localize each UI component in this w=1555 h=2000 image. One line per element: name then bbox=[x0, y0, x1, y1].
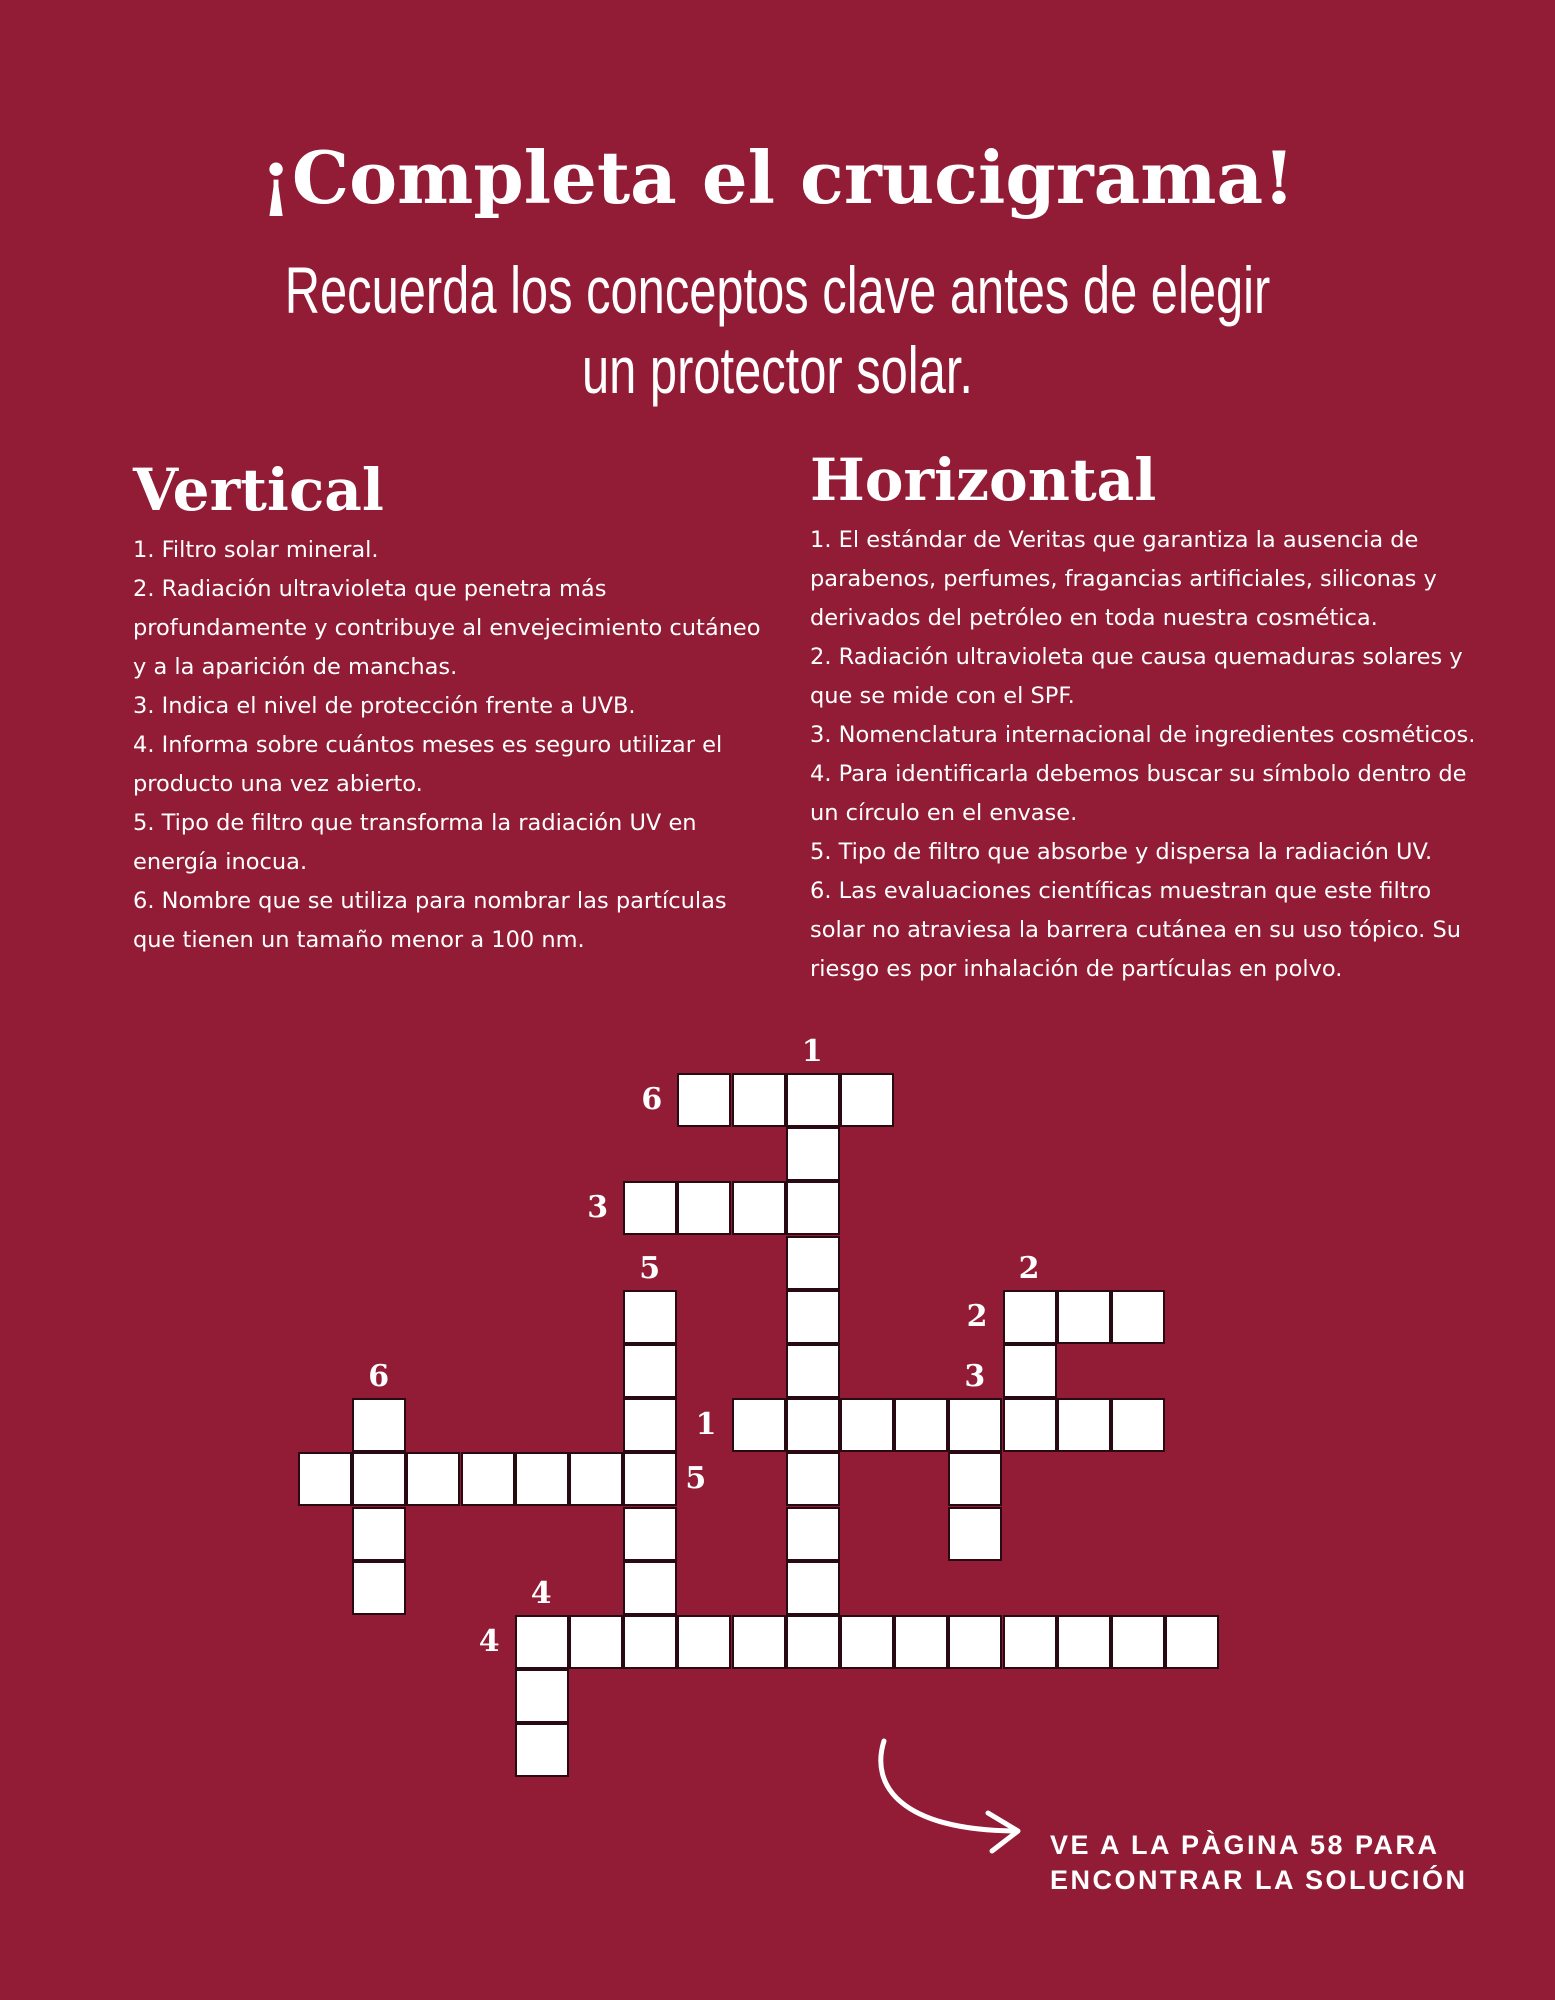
horizontal-heading: Horizontal bbox=[810, 446, 1157, 514]
crossword-cell[interactable] bbox=[1057, 1398, 1111, 1452]
crossword-cell[interactable] bbox=[786, 1290, 840, 1344]
crossword-cell[interactable] bbox=[786, 1615, 840, 1669]
crossword-cell[interactable] bbox=[623, 1181, 677, 1235]
clue-number-down-5: 5 bbox=[639, 1250, 661, 1286]
vertical-clue-2: 2. Radiación ultravioleta que penetra más profundamente y contribuye al envejecimiento cutáneo y a la aparición de manchas. bbox=[133, 576, 761, 680]
horizontal-clues bbox=[810, 445, 1490, 989]
crossword-cell[interactable] bbox=[1111, 1398, 1165, 1452]
clue-number-down-3: 3 bbox=[964, 1359, 986, 1395]
clue-number-down-6: 6 bbox=[368, 1359, 390, 1395]
crossword-cell[interactable] bbox=[732, 1181, 786, 1235]
page-subtitle bbox=[202, 250, 1353, 410]
crossword-cell[interactable] bbox=[677, 1615, 731, 1669]
clue-number-down-2: 2 bbox=[1018, 1250, 1040, 1286]
crossword-cell[interactable] bbox=[948, 1398, 1002, 1452]
vertical-heading: Vertical bbox=[133, 456, 384, 524]
horizontal-clue-list bbox=[810, 521, 1490, 989]
solution-note-line-2: ENCONTRAR LA SOLUCIÓN bbox=[1050, 1865, 1468, 1895]
crossword-cell[interactable] bbox=[894, 1615, 948, 1669]
crossword-cell[interactable] bbox=[1003, 1615, 1057, 1669]
crossword-cell[interactable] bbox=[786, 1181, 840, 1235]
horizontal-clue-5: 5. Tipo de filtro que absorbe y dispersa la radiación UV. bbox=[810, 839, 1433, 865]
vertical-clue-6: 6. Nombre que se utiliza para nombrar las partículas que tienen un tamaño menor a 100 nm. bbox=[133, 888, 727, 953]
clue-number-across-3: 3 bbox=[587, 1190, 609, 1226]
clue-number-down-4: 4 bbox=[530, 1576, 552, 1611]
crossword-cell[interactable] bbox=[732, 1073, 786, 1127]
crossword-cell[interactable] bbox=[623, 1290, 677, 1344]
crossword-cell[interactable] bbox=[1111, 1615, 1165, 1669]
crossword-cell[interactable] bbox=[1003, 1344, 1057, 1398]
curved-arrow-icon bbox=[870, 1735, 1030, 1855]
clue-number-across-4: 4 bbox=[478, 1624, 500, 1659]
crossword-cell[interactable] bbox=[623, 1561, 677, 1615]
crossword-cell[interactable] bbox=[623, 1344, 677, 1398]
vertical-clues bbox=[133, 455, 773, 960]
crossword-cell[interactable] bbox=[786, 1452, 840, 1506]
solution-note bbox=[1050, 1828, 1468, 1898]
crossword-cell[interactable] bbox=[569, 1615, 623, 1669]
crossword-cell[interactable] bbox=[623, 1615, 677, 1669]
crossword-cell[interactable] bbox=[569, 1452, 623, 1506]
clue-number-down-1: 1 bbox=[801, 1034, 823, 1069]
crossword-cell[interactable] bbox=[1057, 1615, 1111, 1669]
crossword-cell[interactable] bbox=[623, 1507, 677, 1561]
crossword-cell[interactable] bbox=[786, 1073, 840, 1127]
crossword-cell[interactable] bbox=[1003, 1398, 1057, 1452]
crossword-cell[interactable] bbox=[298, 1452, 352, 1506]
clue-number-across-1: 1 bbox=[695, 1407, 717, 1443]
crossword-cell[interactable] bbox=[677, 1181, 731, 1235]
crossword-cell[interactable] bbox=[352, 1398, 406, 1452]
vertical-clue-1: 1. Filtro solar mineral. bbox=[133, 537, 379, 563]
crossword-cell[interactable] bbox=[840, 1073, 894, 1127]
subtitle-line-2: un protector solar. bbox=[582, 333, 973, 407]
vertical-clue-4: 4. Informa sobre cuántos meses es seguro utilizar el producto una vez abierto. bbox=[133, 732, 723, 797]
crossword-cell[interactable] bbox=[352, 1561, 406, 1615]
horizontal-clue-2: 2. Radiación ultravioleta que causa quemaduras solares y que se mide con el SPF. bbox=[810, 644, 1463, 709]
vertical-clue-list bbox=[133, 531, 773, 960]
crossword-cell[interactable] bbox=[1111, 1290, 1165, 1344]
crossword-cell[interactable] bbox=[786, 1561, 840, 1615]
crossword-cell[interactable] bbox=[406, 1452, 460, 1506]
crossword-cell[interactable] bbox=[1057, 1290, 1111, 1344]
crossword-cell[interactable] bbox=[623, 1398, 677, 1452]
crossword-cell[interactable] bbox=[894, 1398, 948, 1452]
crossword-cell[interactable] bbox=[786, 1507, 840, 1561]
horizontal-clue-4: 4. Para identificarla debemos buscar su símbolo dentro de un círculo en el envase. bbox=[810, 761, 1467, 826]
crossword-cell[interactable] bbox=[786, 1236, 840, 1290]
clue-number-across-2: 2 bbox=[966, 1298, 988, 1334]
subtitle-line-1: Recuerda los conceptos clave antes de elegir bbox=[284, 253, 1271, 327]
crossword-cell[interactable] bbox=[840, 1398, 894, 1452]
crossword-cell[interactable] bbox=[840, 1615, 894, 1669]
crossword-cell[interactable] bbox=[677, 1073, 731, 1127]
crossword-cell[interactable] bbox=[461, 1452, 515, 1506]
horizontal-clue-6: 6. Las evaluaciones científicas muestran que este filtro solar no atraviesa la barrera cutánea en su uso tópico. Su riesgo es por inhalación de partículas en polvo. bbox=[810, 878, 1462, 982]
crossword-cell[interactable] bbox=[352, 1507, 406, 1561]
clue-number-across-6: 6 bbox=[641, 1082, 663, 1117]
clue-number-across-5: 5 bbox=[685, 1461, 707, 1497]
horizontal-clue-3: 3. Nomenclatura internacional de ingredientes cosméticos. bbox=[810, 722, 1476, 748]
crossword-cell[interactable] bbox=[515, 1669, 569, 1723]
crossword-cell[interactable] bbox=[948, 1615, 1002, 1669]
crossword-cell[interactable] bbox=[515, 1723, 569, 1777]
vertical-clue-3: 3. Indica el nivel de protección frente a UVB. bbox=[133, 693, 636, 719]
page-title: ¡Completa el crucigrama! bbox=[260, 135, 1295, 220]
crossword-cell[interactable] bbox=[1003, 1290, 1057, 1344]
crossword-cell[interactable] bbox=[948, 1507, 1002, 1561]
crossword-cell[interactable] bbox=[623, 1452, 677, 1506]
crossword-cell[interactable] bbox=[1165, 1615, 1219, 1669]
crossword-cell[interactable] bbox=[786, 1398, 840, 1452]
solution-note-line-1: VE A LA PÀGINA 58 PARA bbox=[1050, 1830, 1440, 1860]
crossword-cell[interactable] bbox=[786, 1344, 840, 1398]
crossword-cell[interactable] bbox=[515, 1615, 569, 1669]
horizontal-clue-1: 1. El estándar de Veritas que garantiza la ausencia de parabenos, perfumes, fragancias artificiales, siliconas y derivados del petróleo en toda nuestra cosmética. bbox=[810, 527, 1437, 631]
crossword-cell[interactable] bbox=[732, 1615, 786, 1669]
vertical-clue-5: 5. Tipo de filtro que transforma la radiación UV en energía inocua. bbox=[133, 810, 697, 875]
crossword-cell[interactable] bbox=[352, 1452, 406, 1506]
crossword-cell[interactable] bbox=[515, 1452, 569, 1506]
crossword-cell[interactable] bbox=[732, 1398, 786, 1452]
crossword-cell[interactable] bbox=[948, 1452, 1002, 1506]
crossword-cell[interactable] bbox=[786, 1127, 840, 1181]
